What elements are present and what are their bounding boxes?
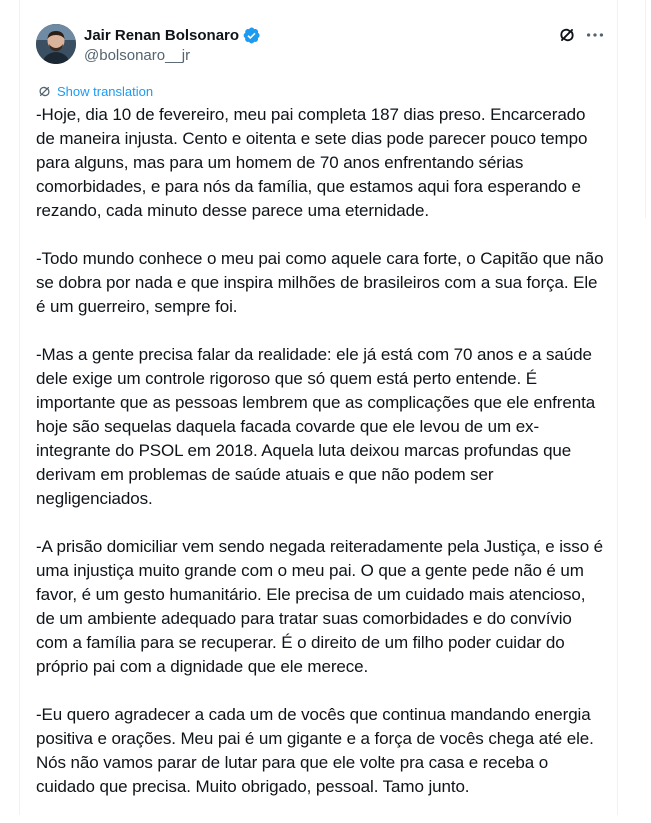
- tweet-paragraph: -Todo mundo conhece o meu pai como aquele cara forte, o Capitão que não se dobra por nada e que inspira milhões de brasileiros com a sua força. Ele é um guerreiro, sempre foi.: [36, 249, 604, 316]
- name-row: [84, 25, 261, 45]
- show-translation-link[interactable]: [36, 82, 153, 100]
- grok-icon[interactable]: [556, 24, 578, 46]
- author-block: [84, 25, 261, 64]
- tweet-header: [36, 24, 601, 68]
- verified-badge-icon[interactable]: [242, 26, 261, 45]
- more-options-icon[interactable]: [584, 24, 606, 46]
- avatar-image: [36, 24, 76, 64]
- tweet-paragraph: -Mas a gente precisa falar da realidade: ele já está com 70 anos e a saúde dele exige um controle rigoroso que só quem está perto entende. É importante que as pessoas lembrem que as complicações que ele enfrenta hoje são sequelas daquela facada covarde que ele levou de um ex-integrante do PSOL em 2018. Aquela luta deixou marcas profundas que derivam em problemas de saúde atuais e que não podem ser negligenciados.: [36, 345, 596, 508]
- tweet-paragraph: -A prisão domiciliar vem sendo negada reiteradamente pela Justiça, e isso é uma injustiça muito grande com o meu pai. O que a gente pede não é um favor, é um gesto humanitário. Ele precisa de um cuidado mais atencioso, de um ambiente adequado para tratar suas comorbidades e do convívio com a família para se recuperar. É o direito de um filho poder cuidar do próprio pai com a dignidade que ele merece.: [36, 537, 604, 676]
- tweet-card: [19, 0, 618, 815]
- show-translation-label[interactable]: Show translation: [57, 83, 154, 99]
- translate-icon: [36, 83, 53, 100]
- adjacent-column-edge: [645, 0, 651, 218]
- tweet-paragraph: -Hoje, dia 10 de fevereiro, meu pai completa 187 dias preso. Encarcerado de maneira injusta. Cento e oitenta e sete dias pode parecer pouco tempo para alguns, mas para um homem de 70 anos enfrentando sérias comorbidades, e para nós da família, que estamos aqui fora esperando e rezando, cada minuto desse parece uma eternidade.: [36, 105, 588, 220]
- tweet-paragraph: -Eu quero agradecer a cada um de vocês que continua mandando energia positiva e orações. Meu pai é um gigante e a força de vocês chega até ele. Nós não vamos parar de lutar para que ele volte pra casa e receba o cuidado que precisa. Muito obrigado, pessoal. Tamo junto.: [36, 705, 594, 796]
- avatar[interactable]: [36, 24, 76, 64]
- display-name[interactable]: Jair Renan Bolsonaro: [84, 26, 240, 44]
- tweet-body: [36, 103, 606, 823]
- author-handle[interactable]: @bolsonaro__jr: [84, 47, 191, 64]
